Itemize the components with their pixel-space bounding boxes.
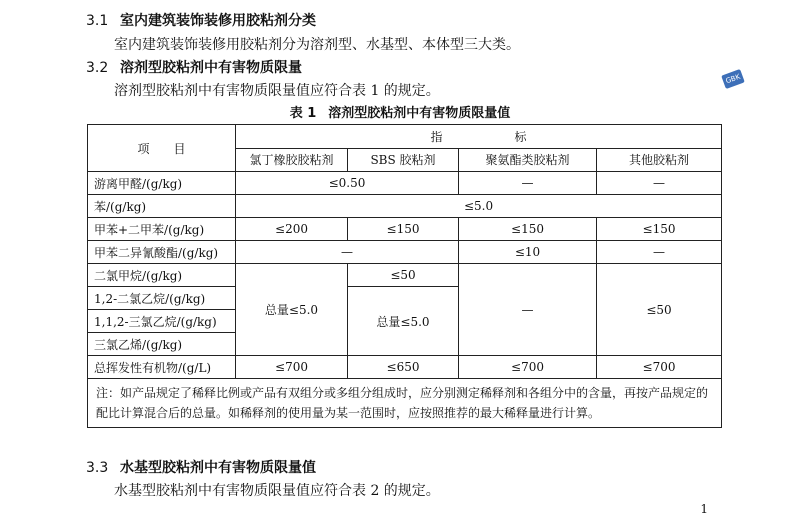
page-number: 1 xyxy=(700,502,708,516)
cell-value: ≤0.50 xyxy=(236,172,459,195)
table-row xyxy=(88,172,722,195)
row-label: 1,1,2-三氯乙烷/(g/kg) xyxy=(88,310,236,333)
cell-value: ≤150 xyxy=(348,218,459,241)
cell-value: — xyxy=(459,172,597,195)
cell-value: ≤5.0 xyxy=(236,195,722,218)
section-paragraph: 水基型胶粘剂中有害物质限量值应符合表 2 的规定。 xyxy=(114,483,440,499)
cell-value: 总量≤5.0 xyxy=(348,287,459,356)
row-label: 1,2-二氯乙烷/(g/kg) xyxy=(88,287,236,310)
index-header: 指 标 xyxy=(236,125,722,149)
section-title: 室内建筑装饰装修用胶粘剂分类 xyxy=(120,13,316,29)
column-header: 氯丁橡胶胶粘剂 xyxy=(236,148,348,172)
cell-value: ≤650 xyxy=(348,356,459,379)
cell-value: — xyxy=(597,172,722,195)
table-note: 注：如产品规定了稀释比例或产品有双组分或多组分组成时，应分别测定稀释剂和各组分中的含量，再按产品规定的配比计算混合后的总量。如稀释剂的使用量为某一范围时，应按照推荐的最大稀释量进行计算。 xyxy=(88,379,722,428)
row-label: 总挥发性有机物/(g/L) xyxy=(88,356,236,379)
section-number: 3.1 xyxy=(86,13,109,29)
table-note-row xyxy=(88,379,722,428)
table-row xyxy=(88,195,722,218)
cell-value: 总量≤5.0 xyxy=(236,264,348,356)
cell-value: — xyxy=(597,241,722,264)
table-caption-number: 表 1 xyxy=(289,106,317,121)
cell-value: ≤700 xyxy=(459,356,597,379)
table-row xyxy=(88,264,722,287)
table-header-row xyxy=(88,125,722,149)
cell-value: ≤150 xyxy=(459,218,597,241)
row-label: 三氯乙烯/(g/kg) xyxy=(88,333,236,356)
section-title: 溶剂型胶粘剂中有害物质限量 xyxy=(120,60,302,76)
cell-value: — xyxy=(236,241,459,264)
table-row xyxy=(88,241,722,264)
table-caption xyxy=(0,102,800,121)
table-row xyxy=(88,356,722,379)
section-paragraph: 溶剂型胶粘剂中有害物质限量值应符合表 1 的规定。 xyxy=(114,83,440,99)
cell-value: ≤150 xyxy=(597,218,722,241)
cell-value: ≤200 xyxy=(236,218,348,241)
cell-value: ≤700 xyxy=(236,356,348,379)
cell-value: ≤10 xyxy=(459,241,597,264)
cell-value: ≤50 xyxy=(348,264,459,287)
section-number: 3.3 xyxy=(86,460,109,476)
cell-value: — xyxy=(459,264,597,356)
item-header: 项 目 xyxy=(88,125,236,172)
cell-value: ≤700 xyxy=(597,356,722,379)
row-label: 甲苯+二甲苯/(g/kg) xyxy=(88,218,236,241)
row-label: 苯/(g/kg) xyxy=(88,195,236,218)
column-header: SBS 胶粘剂 xyxy=(348,148,459,172)
row-label: 甲苯二异氰酸酯/(g/kg) xyxy=(88,241,236,264)
table-row xyxy=(88,218,722,241)
section-heading-3-3 xyxy=(86,457,316,477)
row-label: 游离甲醛/(g/kg) xyxy=(88,172,236,195)
limits-table xyxy=(87,124,722,428)
section-heading-3-1 xyxy=(86,10,316,30)
cell-value: ≤50 xyxy=(597,264,722,356)
section-title: 水基型胶粘剂中有害物质限量值 xyxy=(120,460,316,476)
table-caption-title: 溶剂型胶粘剂中有害物质限量值 xyxy=(328,106,511,121)
section-number: 3.2 xyxy=(86,60,109,76)
section-heading-3-2 xyxy=(86,57,302,77)
column-header: 其他胶粘剂 xyxy=(597,148,722,172)
column-header: 聚氨酯类胶粘剂 xyxy=(459,148,597,172)
row-label: 二氯甲烷/(g/kg) xyxy=(88,264,236,287)
section-paragraph: 室内建筑装饰装修用胶粘剂分为溶剂型、水基型、本体型三大类。 xyxy=(114,37,520,53)
stamp-logo-icon: GBK xyxy=(721,69,745,89)
